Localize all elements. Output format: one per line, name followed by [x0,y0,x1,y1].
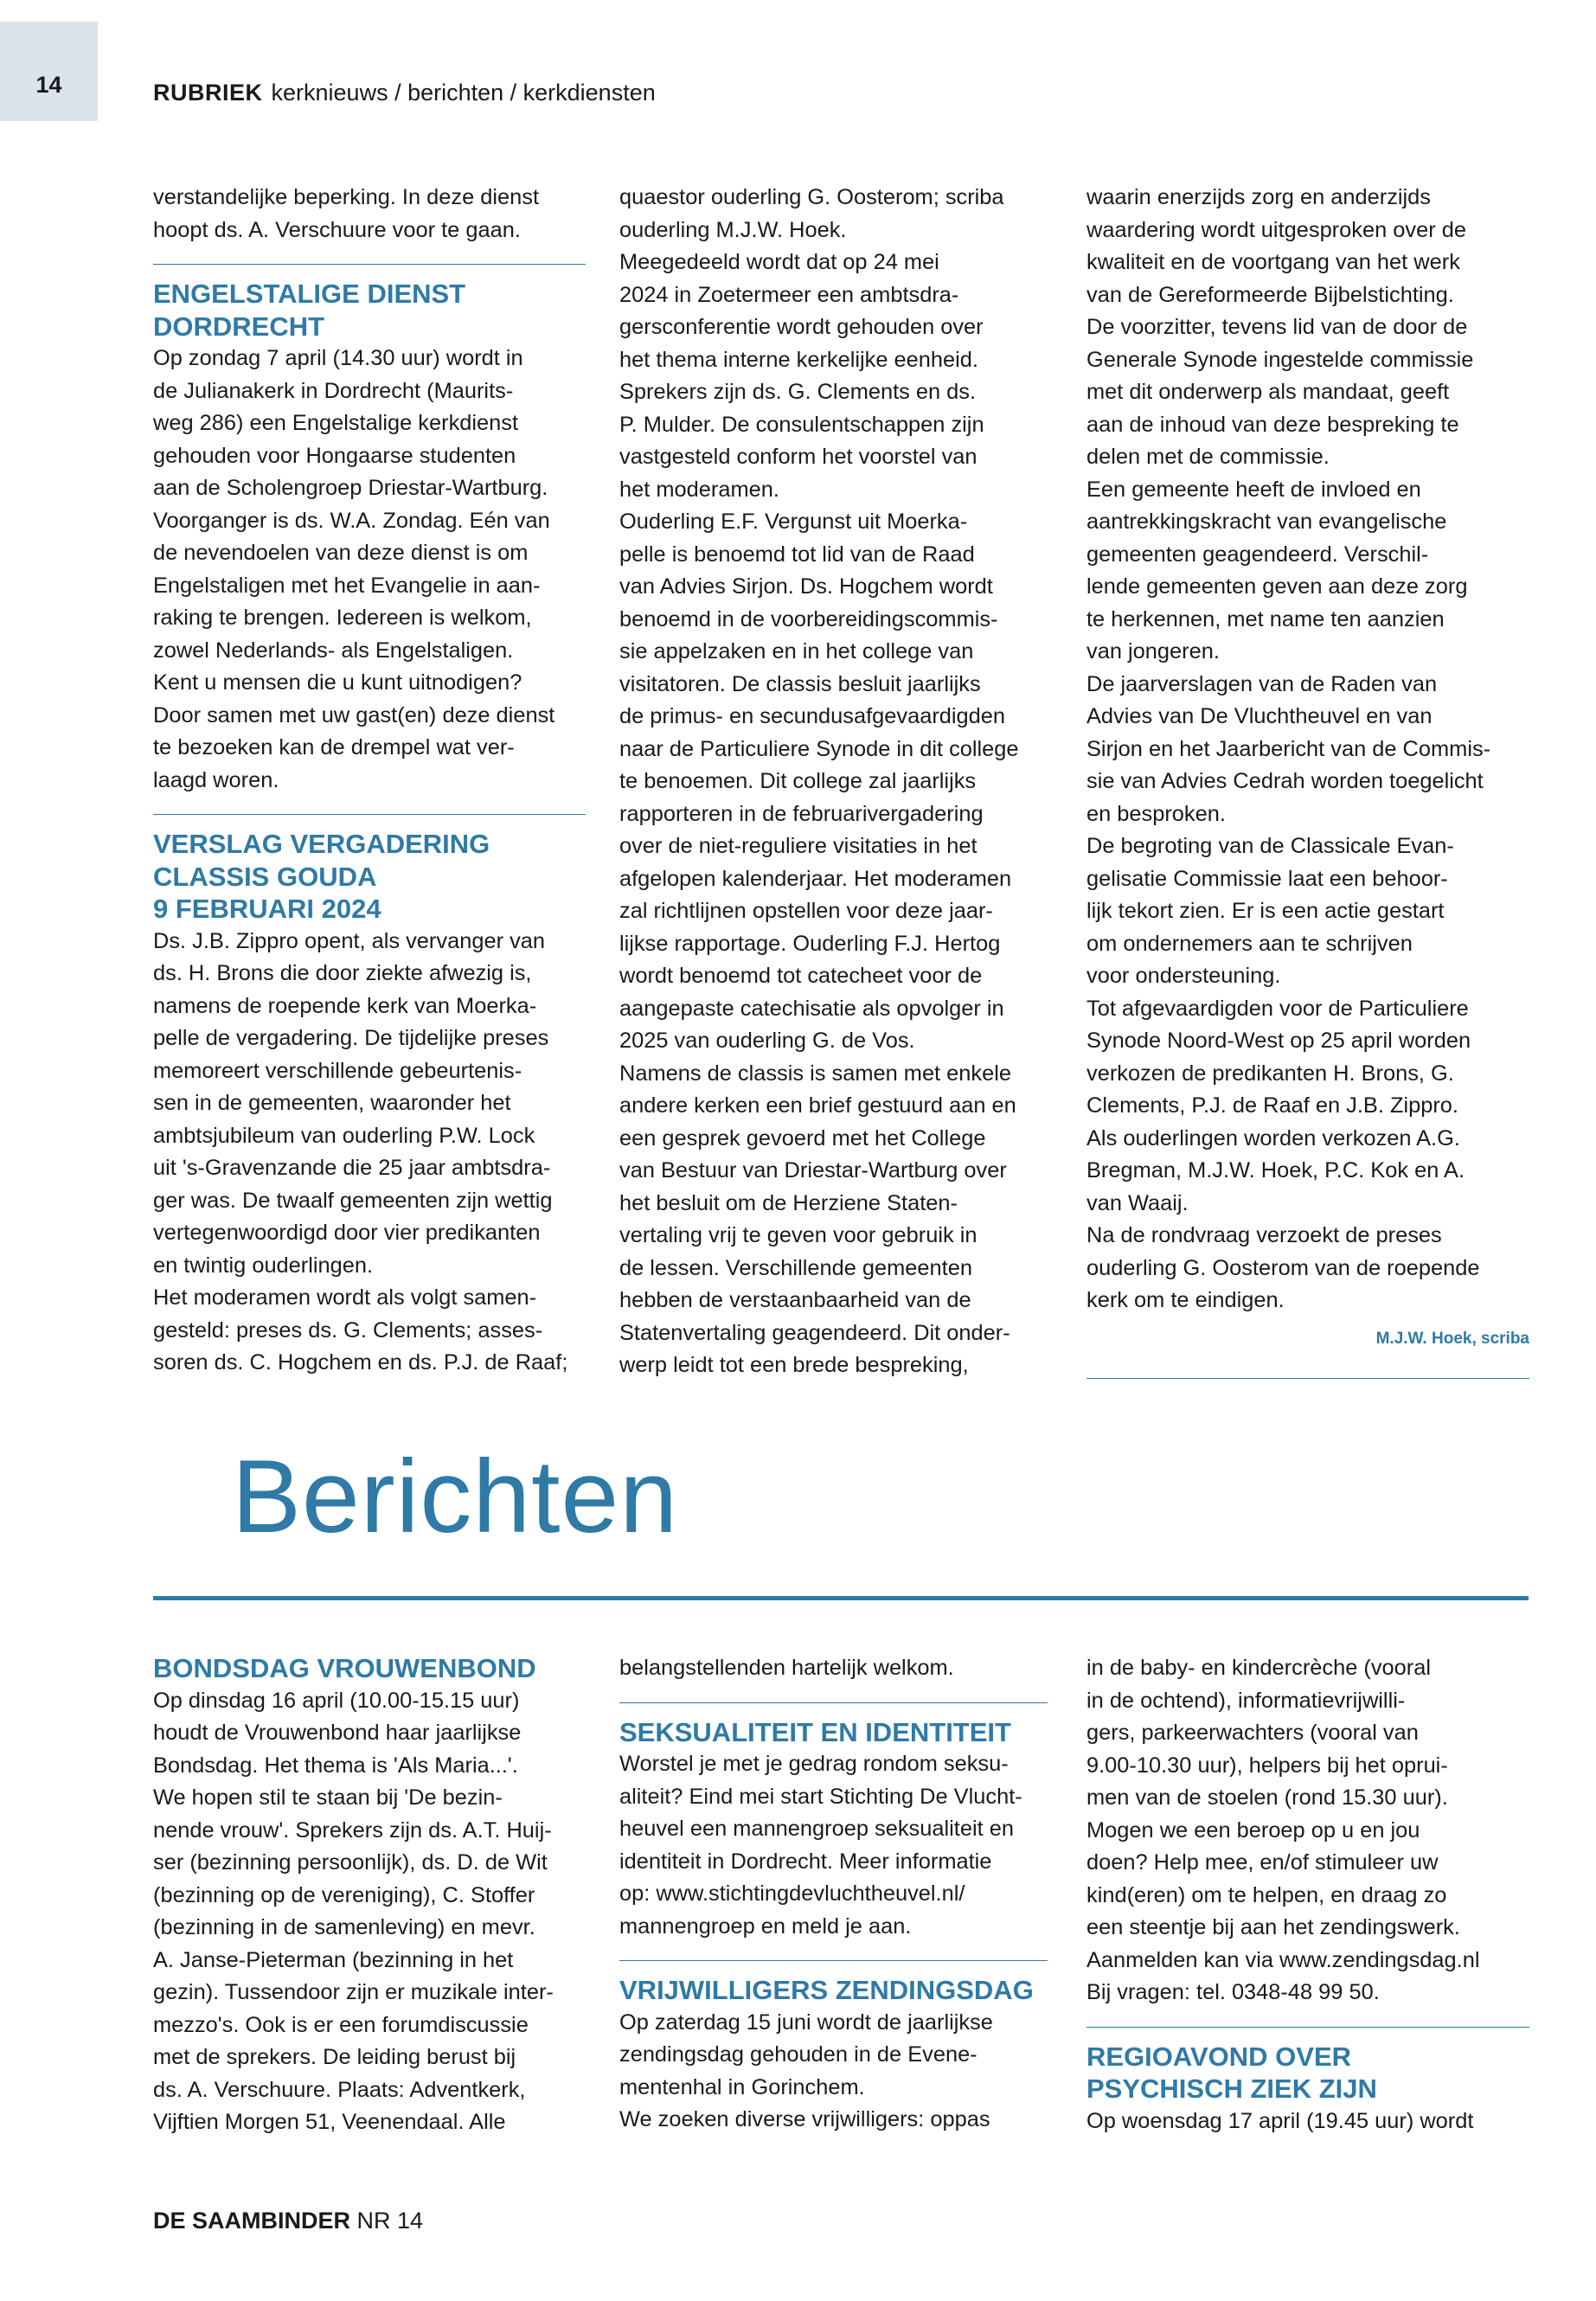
article-body-bondsdag-end: belangstellenden hartelijk welkom. [619,1656,954,1680]
article-body-engelstalige-dienst: Op zondag 7 april (14.30 uur) wordt in de Julianakerk in Dordrecht (Maurits- weg 286) een Engelstalige kerkdienst gehouden voor Hongaarse studenten aan de Scholengroep Driestar-Wartburg. Voorganger is ds. W.A. Zondag. Eén van de nevendoelen van deze dienst is om Engelstaligen met het Evangelie in aan- raking te brengen. Iedereen is welkom, zowel Nederlands- als Engelstaligen. Kent u mensen die u kunt uitnodigen? Door samen met uw gast(en) deze dienst te bezoeken kan de drempel wat ver- laagd woren. [153,346,555,792]
rubric-header [153,80,656,106]
article-body-seksualiteit: Worstel je met je gedrag rondom seksu- aliteit? Eind mei start Stichting De Vlucht- heuvel een mannengroep seksualiteit en identiteit in Dordrecht. Meer informatie op: www.stichtingdevluchtheuvel.nl/ mannengroep en meld je aan. [619,1752,1022,1939]
rubric-path: kerknieuws / berichten / kerkdiensten [271,80,656,106]
section-divider [153,814,586,815]
section-divider [1086,1378,1529,1379]
section-divider [153,264,586,265]
top-column-3 [1086,182,1529,1379]
article-heading-bondsdag: BONDSDAG VROUWENBOND [153,1653,536,1683]
article-body-verslag-classis-end: waarin enerzijds zorg en anderzijds waardering wordt uitgesproken over de kwaliteit en de voortgang van het werk van de Gereformeerde Bijbelstichting. De voorzitter, tevens lid van de door de Generale Synode ingestelde commissie met dit onderwerp als mandaat, geeft aan de inhoud van deze bespreking te delen met de commissie. Een gemeente heeft de invloed en aantrekkingskracht van evangelische gemeenten geagendeerd. Verschil- lende gemeenten geven aan deze zorg te herkennen, met name ten aanzien van jongeren. De jaarverslagen van de Raden van Advies van De Vluchtheuvel en van Sirjon en het Jaarbericht van de Commis- sie van Advies Cedrah worden toegelicht en besproken. De begroting van de Classicale Evan- gelisatie Commissie laat een behoor- lijk tekort zien. Er is een actie gestart om ondernemers aan te schrijven voor ondersteuning. Tot afgevaardigden voor de Particuliere Synode Noord-West op 25 april worden verkozen de predikanten H. Brons, G. Clements, P.J. de Raaf en J.B. Zippro. Als ouderlingen worden verkozen A.G. Bregman, M.J.W. Hoek, P.C. Kok en A. van Waaij. Na de rondvraag verzoekt de preses ouderling G. Oosterom van de roepende kerk om te eindigen. [1086,185,1491,1312]
article-heading-regioavond: REGIOAVOND OVER PSYCHISCH ZIEK ZIJN [1086,2041,1377,2104]
article-heading-verslag-classis: VERSLAG VERGADERING CLASSIS GOUDA 9 FEBRUARI 2024 [153,829,490,924]
section-divider [619,1960,1048,1961]
top-column-1 [153,182,586,1380]
section-divider [1086,2027,1529,2028]
article-heading-vrijwilligers: VRIJWILLIGERS ZENDINGSDAG [619,1975,1034,2005]
section-title-rule [153,1596,1529,1600]
article-body-vrijwilligers: Op zaterdag 15 juni wordt de jaarlijkse zendingsdag gehouden in de Evene- mentenhal in Gorinchem. We zoeken diverse vrijwilligers: oppas [619,2009,993,2131]
footer [153,2208,423,2234]
article-heading-engelstalige-dienst: ENGELSTALIGE DIENST DORDRECHT [153,279,466,342]
section-divider [619,1702,1048,1703]
top-column-2 [619,182,1056,1382]
page-number: 14 [35,72,62,98]
article-body-regioavond: Op woensdag 17 april (19.45 uur) wordt [1086,2108,1474,2133]
issue-number: NR 14 [356,2208,424,2234]
bottom-column-2 [619,1652,1048,2137]
article-continuation: verstandelijke beperking. In deze dienst hoopt ds. A. Verschuure voor te gaan. [153,185,540,242]
rubric-label: RUBRIEK [153,80,263,106]
article-body-vrijwilligers-cont: in de baby- en kindercrèche (vooral in de ochtend), informatievrijwilli- gers, parkeerwachters (vooral van 9.00-10.30 uur), helpers bij het oprui- men van de stoelen (rond 15.30 uur). Mogen we een beroep op u en jou doen? Help mee, en/of stimuleer uw kind(eren) om te helpen, en draag zo een steentje bij aan het zendingswerk. Aanmelden kan via www.zendingsdag.nl Bij vragen: tel. 0348-48 99 50. [1086,1656,1480,2004]
bottom-column-3 [1086,1652,1529,2138]
article-body-verslag-classis-cont: quaestor ouderling G. Oosterom; scriba ouderling M.J.W. Hoek. Meegedeeld wordt dat op 24 mei 2024 in Zoetermeer een ambtsdra- gersconferentie wordt gehouden over het thema interne kerkelijke eenheid. Sprekers zijn ds. G. Clements en ds. P. Mulder. De consulentschappen zijn vastgesteld conform het voorstel van het moderamen. Ouderling E.F. Vergunst uit Moerka- pelle is benoemd tot lid van de Raad van Advies Sirjon. Ds. Hogchem wordt benoemd in de voorbereidingscommis- sie appelzaken en in het college van visitatoren. De classis besluit jaarlijks de primus- en secundusafgevaardigden naar de Particuliere Synode in dit college te benoemen. Dit college zal jaarlijks rapporteren in de februarivergadering over de niet-reguliere visitaties in het afgelopen kalenderjaar. Het moderamen zal richtlijnen opstellen voor deze jaar- lijkse rapportage. Ouderling F.J. Hertog wordt benoemd tot catecheet voor de aangepaste catechisatie als opvolger in 2025 van ouderling G. de Vos. Namens de classis is samen met enkele andere kerken een brief gestuurd aan en een gesprek gevoerd met het College van Bestuur van Driestar-Wartburg over het besluit om de Herziene Staten- vertaling vrij te geven voor gebruik in de lessen. Verschillende gemeenten hebben de verstaanbaarheid van de Statenvertaling geagendeerd. Dit onder- werp leidt tot een brede bespreking, [619,185,1019,1377]
bottom-column-1 [153,1652,586,2139]
section-title: Berichten [232,1439,678,1554]
article-body-verslag-classis: Ds. J.B. Zippro opent, als vervanger van ds. H. Brons die door ziekte afwezig is, namens de roepende kerk van Moerka- pelle de vergadering. De tijdelijke preses memoreert verschillende gebeurtenis- sen in de gemeenten, waaronder het ambtsjubileum van ouderling P.W. Lock uit 's-Gravenzande die 25 jaar ambtsdra- ger was. De twaalf gemeenten zijn wettig vertegenwoordigd door vier predikanten en twintig ouderlingen. Het moderamen wordt als volgt samen- gesteld: preses ds. G. Clements; asses- soren ds. C. Hogchem en ds. P.J. de Raaf; [153,928,568,1375]
article-signature: M.J.W. Hoek, scriba [1375,1329,1529,1348]
article-heading-seksualiteit: SEKSUALITEIT EN IDENTITEIT [619,1716,1011,1747]
article-body-bondsdag: Op dinsdag 16 april (10.00-15.15 uur) houdt de Vrouwenbond haar jaarlijkse Bondsdag. Het thema is 'Als Maria...'. We hopen stil te staan bij 'De bezin- nende vrouw'. Sprekers zijn ds. A.T. Huij- ser (bezinning persoonlijk), ds. D. de Wit (bezinning op de vereniging), C. Stoffer (bezinning in de samenleving) en mevr. A. Janse-Pieterman (bezinning in het gezin). Tussendoor zijn er muzikale inter- mezzo's. Ook is er een forumdiscussie met de sprekers. De leiding berust bij ds. A. Verschuure. Plaats: Adventkerk, Vijftien Morgen 51, Veenendaal. Alle [153,1688,554,2134]
magazine-name: DE SAAMBINDER [153,2208,351,2234]
